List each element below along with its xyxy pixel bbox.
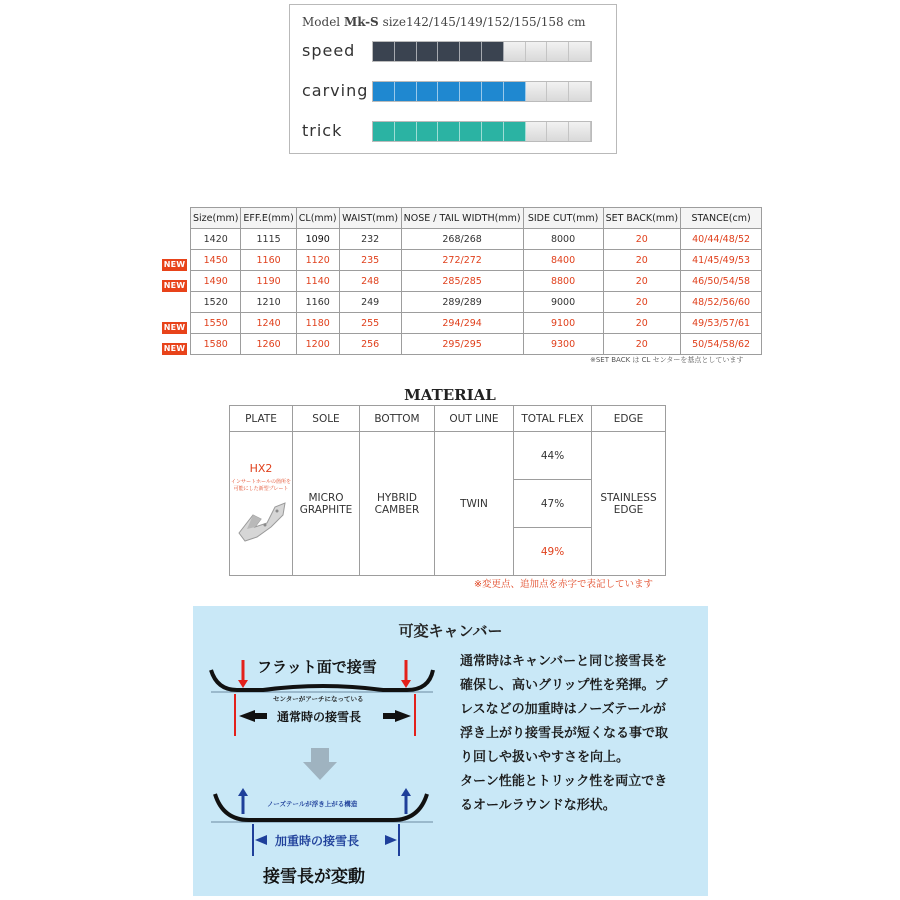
down-arrow-left-head-icon — [238, 680, 248, 688]
spec-header: CL(mm) — [296, 208, 339, 229]
spec-cell: 46/50/54/58 — [681, 271, 762, 292]
spec-cell: 1420 — [191, 229, 241, 250]
spec-cell: 285/285 — [401, 271, 523, 292]
spec-cell: 1520 — [191, 292, 241, 313]
spec-cell: 1240 — [241, 313, 296, 334]
bottom-line1: HYBRID — [377, 491, 417, 504]
spec-cell: 1180 — [296, 313, 339, 334]
description-line: レスなどの加重時はノーズテールが — [460, 702, 667, 717]
rating-segment-empty — [547, 42, 569, 61]
material-table — [229, 405, 666, 576]
spec-cell: 1260 — [241, 334, 296, 355]
description-line: 確保し、高いグリップ性を発揮。プ — [460, 678, 668, 693]
description-line: るオールラウンドな形状。 — [460, 798, 616, 813]
rating-segment-empty — [526, 82, 548, 101]
rating-segment-filled — [504, 82, 526, 101]
rating-segment-filled — [504, 122, 526, 141]
spec-cell: 1580 — [191, 334, 241, 355]
up-arrow-left-head-icon — [238, 788, 248, 796]
spec-row — [191, 229, 762, 250]
spec-cell: 1160 — [296, 292, 339, 313]
rating-segment-filled — [460, 42, 482, 61]
material-header-row — [230, 406, 666, 432]
spec-cell: 248 — [339, 271, 401, 292]
arrow-right-icon — [395, 710, 411, 722]
description-line: 浮き上がり接雪長が短くなる事で取 — [460, 726, 669, 741]
spec-cell: 8800 — [523, 271, 603, 292]
rating-segment-filled — [438, 122, 460, 141]
material-note: ※変更点、追加点を赤字で表記しています — [474, 579, 653, 590]
spec-cell: 49/53/57/61 — [681, 313, 762, 334]
spec-cell: 20 — [603, 271, 681, 292]
rating-box — [289, 4, 617, 154]
spec-cell: 256 — [339, 334, 401, 355]
edge-line2: EDGE — [613, 503, 644, 516]
spec-cell: 9000 — [523, 292, 603, 313]
model-sizes: size142/145/149/152/155/158 cm — [382, 15, 586, 29]
loaded-arrow-right-icon — [385, 835, 397, 845]
spec-cell: 1210 — [241, 292, 296, 313]
new-badge: NEW — [163, 260, 186, 269]
arrow-left-icon — [239, 710, 255, 722]
rating-segment-empty — [547, 122, 569, 141]
rating-segment-filled — [417, 82, 439, 101]
plate-image — [231, 493, 291, 545]
material-header: BOTTOM — [360, 406, 435, 432]
spec-header: SET BACK(mm) — [603, 208, 681, 229]
spec-cell: 20 — [603, 229, 681, 250]
rating-label: trick — [302, 121, 343, 140]
spec-cell: 232 — [339, 229, 401, 250]
rating-segment-filled — [460, 122, 482, 141]
plate-desc: インサートホールの箇所を可能にした新型プレート — [231, 478, 291, 492]
rating-segment-filled — [417, 122, 439, 141]
spec-header: WAIST(mm) — [339, 208, 401, 229]
spec-cell: 1190 — [241, 271, 296, 292]
sole-line2: GRAPHITE — [299, 503, 353, 516]
spec-cell: 20 — [603, 250, 681, 271]
material-header: PLATE — [230, 406, 293, 432]
spec-row — [191, 313, 762, 334]
rating-segment-filled — [395, 122, 417, 141]
spec-cell: 50/54/58/62 — [681, 334, 762, 355]
spec-cell: 235 — [339, 250, 401, 271]
material-header: SOLE — [293, 406, 360, 432]
spec-header-row — [191, 208, 762, 229]
model-prefix: Model — [302, 15, 341, 29]
spec-cell: 1160 — [241, 250, 296, 271]
rating-bar — [372, 81, 592, 102]
sole-cell — [293, 432, 360, 576]
spec-cell: 8000 — [523, 229, 603, 250]
description-line: り回しや扱いやすさを向上。 — [460, 750, 630, 765]
spec-row — [191, 250, 762, 271]
spec-cell: 41/45/49/53 — [681, 250, 762, 271]
flex-cell: 47% — [514, 480, 592, 528]
setback-note: ※SET BACK は CL センターを基点としています — [590, 356, 744, 364]
spec-cell: 20 — [603, 292, 681, 313]
material-header: EDGE — [592, 406, 666, 432]
spec-cell: 1490 — [191, 271, 241, 292]
new-badge: NEW — [163, 281, 186, 290]
spec-cell: 1140 — [296, 271, 339, 292]
rating-bar — [372, 41, 592, 62]
rating-segment-empty — [526, 42, 548, 61]
edge-cell — [592, 432, 666, 576]
spec-cell: 8400 — [523, 250, 603, 271]
spec-header: SIDE CUT(mm) — [523, 208, 603, 229]
rating-segment-empty — [526, 122, 548, 141]
spec-row — [191, 271, 762, 292]
rating-label: speed — [302, 41, 356, 60]
spec-cell: 294/294 — [401, 313, 523, 334]
rating-segment-filled — [482, 82, 504, 101]
lift-label: ノーズテールが浮き上がる構造 — [267, 800, 358, 808]
model-line — [302, 15, 586, 29]
rating-segment-filled — [482, 122, 504, 141]
plate-name: HX2 — [249, 461, 273, 475]
down-arrow-right-head-icon — [401, 680, 411, 688]
description-line: 通常時はキャンバーと同じ接雪長を — [460, 654, 668, 669]
spec-row — [191, 334, 762, 355]
rating-segment-filled — [373, 42, 395, 61]
spec-cell: 1120 — [296, 250, 339, 271]
loaded-arrow-left-icon — [255, 835, 267, 845]
material-row — [230, 432, 666, 480]
rating-segment-empty — [569, 122, 591, 141]
spec-cell: 1550 — [191, 313, 241, 334]
spec-header: Size(mm) — [191, 208, 241, 229]
normal-length-label: 通常時の接雪長 — [277, 710, 362, 724]
spec-cell: 268/268 — [401, 229, 523, 250]
rating-segment-filled — [417, 42, 439, 61]
transition-arrow-icon — [311, 748, 329, 762]
spec-cell: 272/272 — [401, 250, 523, 271]
spec-cell: 1090 — [296, 229, 339, 250]
spec-cell: 9100 — [523, 313, 603, 334]
camber-description — [460, 650, 700, 818]
outline-cell: TWIN — [435, 432, 514, 576]
new-badge: NEW — [163, 323, 186, 332]
spec-cell: 20 — [603, 334, 681, 355]
loaded-length-label: 加重時の接雪長 — [275, 834, 360, 848]
rating-segment-filled — [482, 42, 504, 61]
rating-row-speed — [302, 39, 602, 63]
bottom-line2: CAMBER — [374, 503, 420, 516]
rating-bar — [372, 121, 592, 142]
rating-segment-filled — [395, 82, 417, 101]
rating-segment-filled — [460, 82, 482, 101]
up-arrow-right-head-icon — [401, 788, 411, 796]
spec-header: NOSE / TAIL WIDTH(mm) — [401, 208, 523, 229]
rating-row-carving — [302, 79, 602, 103]
rating-label: carving — [302, 81, 369, 100]
rating-segment-filled — [438, 42, 460, 61]
camber-title: 可変キャンバー — [398, 622, 503, 640]
new-badge: NEW — [163, 344, 186, 353]
spec-cell: 1200 — [296, 334, 339, 355]
flex-cell: 49% — [514, 528, 592, 576]
rating-row-trick — [302, 119, 602, 143]
spec-cell: 295/295 — [401, 334, 523, 355]
spec-header: STANCE(cm) — [681, 208, 762, 229]
camber-panel — [193, 606, 708, 896]
spec-table — [190, 207, 762, 355]
sole-line1: MICRO — [308, 491, 344, 504]
spec-cell: 289/289 — [401, 292, 523, 313]
rating-segment-filled — [373, 122, 395, 141]
spec-row — [191, 292, 762, 313]
flex-cell: 44% — [514, 432, 592, 480]
edge-line1: STAINLESS — [600, 491, 657, 504]
flat-label: フラット面で接雪 — [257, 658, 377, 676]
rating-segment-filled — [395, 42, 417, 61]
material-title: MATERIAL — [404, 386, 496, 404]
material-header: OUT LINE — [435, 406, 514, 432]
spec-cell: 48/52/56/60 — [681, 292, 762, 313]
material-header: TOTAL FLEX — [514, 406, 592, 432]
spec-cell: 255 — [339, 313, 401, 334]
description-line: ターン性能とトリック性を両立でき — [460, 774, 668, 789]
plate-cell — [230, 432, 293, 576]
spec-cell: 20 — [603, 313, 681, 334]
result-label: 接雪長が変動 — [263, 867, 365, 887]
spec-cell: 249 — [339, 292, 401, 313]
center-label: センターがアーチになっている — [273, 695, 364, 703]
spec-cell: 1115 — [241, 229, 296, 250]
spec-cell: 40/44/48/52 — [681, 229, 762, 250]
bottom-cell — [360, 432, 435, 576]
spec-cell: 1450 — [191, 250, 241, 271]
spec-cell: 9300 — [523, 334, 603, 355]
rating-segment-filled — [438, 82, 460, 101]
rating-segment-filled — [373, 82, 395, 101]
rating-segment-empty — [569, 42, 591, 61]
spec-header: EFF.E(mm) — [241, 208, 296, 229]
rating-segment-empty — [504, 42, 526, 61]
rating-segment-empty — [569, 82, 591, 101]
model-name: Mk-S — [343, 15, 379, 29]
spec-body — [191, 229, 762, 355]
rating-segment-empty — [547, 82, 569, 101]
